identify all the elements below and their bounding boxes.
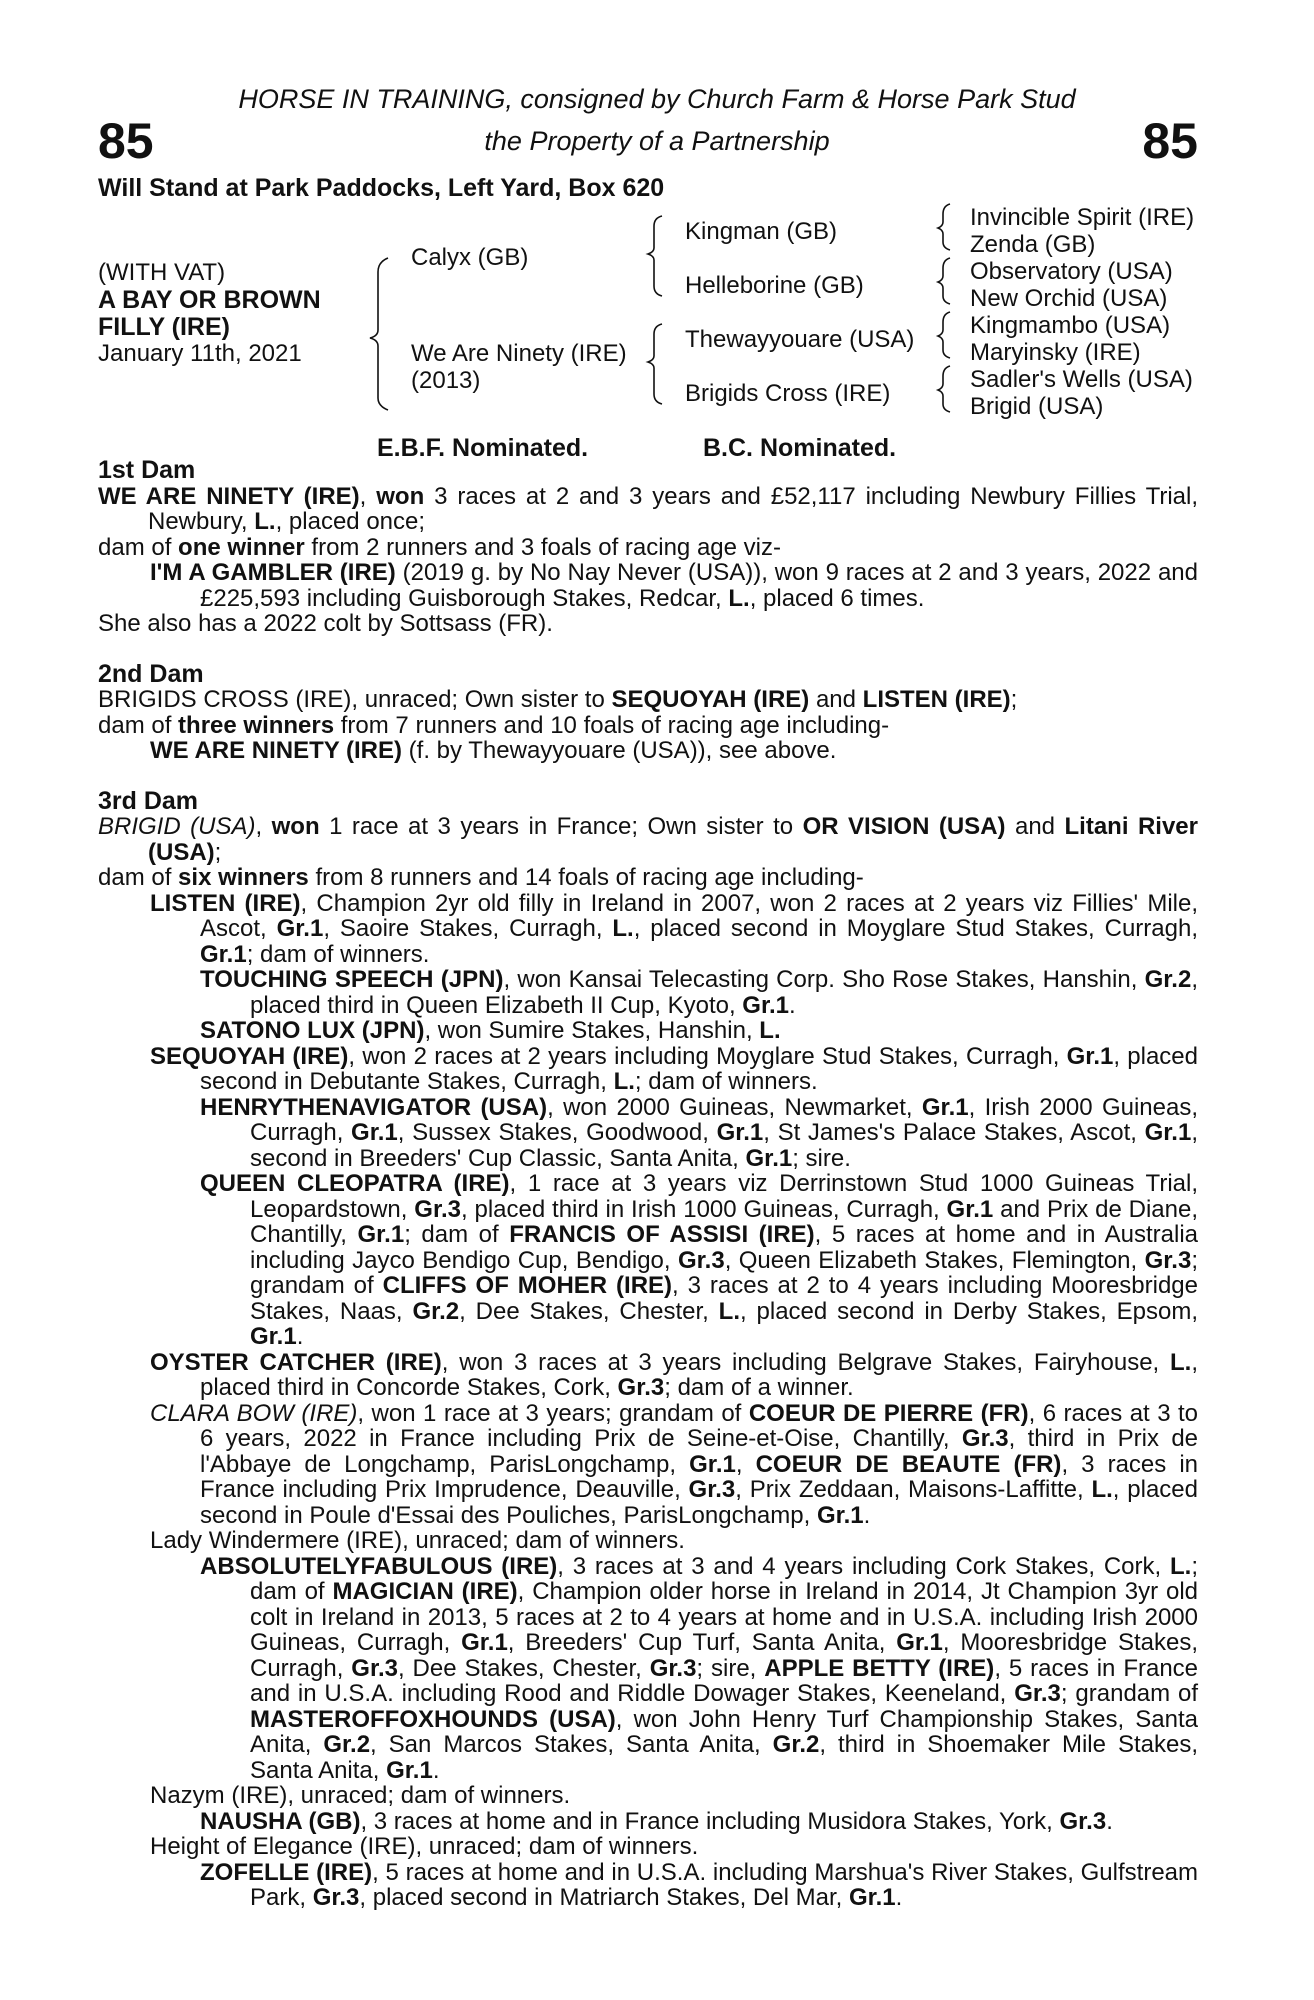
dam-sire: Thewayyouare (USA) (685, 326, 915, 353)
dam: We Are Ninety (IRE) (411, 340, 627, 367)
first-dam-produce: dam of one winner from 2 runners and 3 foals of racing age viz- (98, 533, 781, 561)
dam-dam: Brigids Cross (IRE) (685, 380, 891, 407)
produce-queen-cleopatra: QUEEN CLEOPATRA (IRE), 1 race at 3 years viz Derrinstown Stud 1000 Guineas Trial, Leopardstown, Gr.3, placed third in Irish 1000 Guineas, Curragh, Gr.1 and Prix de Diane, Chantilly, Gr.1; dam of FRANCIS OF ASSISI (IRE), 5 races at home and in Australia including Jayco Bendigo Cup, Bendigo, Gr.3, Queen Elizabeth Stakes, Flemington, Gr.3; grandam of CLIFFS OF MOHER (IRE), 3 races at 2 to 4 years including Mooresbridge Stakes, Naas, Gr.2, Dee Stakes, Chester, L., placed second in Derby Stakes, Epsom, Gr.1. (200, 1170, 1199, 1350)
first-dam-record: WE ARE NINETY (IRE), won 3 races at 2 and 3 years and £52,117 including Newbury Fillies Trial, Newbury, L., placed once; (98, 482, 1199, 535)
third-dam-heading: 3rd Dam (98, 786, 199, 815)
second-dam-heading: 2nd Dam (98, 659, 204, 688)
second-dam-record: BRIGIDS CROSS (IRE), unraced; Own sister to SEQUOYAH (IRE) and LISTEN (IRE); (98, 686, 1018, 713)
produce-absolutelyfabulous: ABSOLUTELYFABULOUS (IRE), 3 races at 3 and 4 years including Cork Stakes, Cork, L.; dam of MAGICIAN (IRE), Champion older horse in Ireland in 2014, Jt Champion 3yr old colt in Ireland in 2013, 5 races at 2 to 4 years at home and in U.S.A. including Irish 2000 Guineas, Curragh, Gr.1, Breeders' Cup Turf, Santa Anita, Gr.1, Mooresbridge Stakes, Curragh, Gr.3, Dee Stakes, Chester, Gr.3; sire, APPLE BETTY (IRE), 5 races in France and in U.S.A. including Rood and Riddle Dowager Stakes, Keeneland, Gr.3; grandam of MASTEROFFOXHOUNDS (USA), won John Henry Turf Championship Stakes, Santa Anita, Gr.2, San Marcos Stakes, Santa Anita, Gr.2, third in Shoemaker Mile Stakes, Santa Anita, Gr.1. (200, 1552, 1199, 1784)
sds: Observatory (USA) (970, 258, 1173, 285)
first-dam-heading: 1st Dam (98, 456, 196, 484)
ddd: Brigid (USA) (970, 393, 1104, 420)
dsd: Maryinsky (IRE) (970, 339, 1141, 366)
sss: Invincible Spirit (IRE) (970, 204, 1195, 231)
produce-nausha: NAUSHA (GB), 3 races at home and in France including Musidora Stakes, York, Gr.3. (200, 1807, 1113, 1835)
third-dam-record: BRIGID (USA), won 1 race at 3 years in France; Own sister to OR VISION (USA) and Litani River (USA); (98, 813, 1198, 866)
produce-clara-bow: CLARA BOW (IRE), won 1 race at 3 years; grandam of COEUR DE PIERRE (FR), 6 races at 3 to 6 years, 2022 in France including Prix de Seine-et-Oise, Chantilly, Gr.3, third in Prix de l'Abbaye de Longchamp, ParisLongchamp, Gr.1, COEUR DE BEAUTE (FR), 3 races in France including Prix Imprudence, Deauville, Gr.3, Prix Zeddaan, Maisons-Laffitte, L., placed second in Poule d'Essai des Pouliches, ParisLongchamp, Gr.1. (150, 1399, 1199, 1529)
brace-ds (938, 312, 950, 358)
produce-we-are-ninety: WE ARE NINETY (IRE) (f. by Thewayyouare (USA)), see above. (150, 737, 837, 764)
brace-sd (938, 258, 950, 304)
second-dam-produce: dam of three winners from 7 runners and 10 foals of racing age including- (98, 711, 890, 739)
produce-im-a-gambler: I'M A GAMBLER (IRE) (2019 g. by No Nay Never (USA)), won 9 races at 2 and 3 years, 2022 and £225,593 including Guisborough Stakes, Redcar, L., placed 6 times. (150, 559, 1198, 612)
horse-description-1: A BAY OR BROWN (98, 286, 321, 314)
produce-nazym: Nazym (IRE), unraced; dam of winners. (150, 1782, 571, 1809)
brace-gen1 (370, 258, 388, 410)
sire-dam: Helleborine (GB) (685, 272, 864, 299)
property-line: the Property of a Partnership (484, 126, 830, 156)
lot-number-left: 85 (98, 113, 154, 169)
produce-height-of-elegance: Height of Elegance (IRE), unraced; dam of winners. (150, 1833, 699, 1860)
brace-dam (648, 324, 662, 404)
stand-location: Will Stand at Park Paddocks, Left Yard, Box 620 (98, 174, 665, 202)
brace-dd (938, 366, 950, 412)
ebf-nomination: E.B.F. Nominated. (377, 434, 589, 462)
dam-year: (2013) (411, 367, 481, 394)
family-notes (98, 458, 1198, 1911)
sire: Calyx (GB) (411, 244, 529, 271)
brace-ss (938, 204, 950, 250)
bc-nomination: B.C. Nominated. (703, 434, 897, 462)
produce-henrythenavigator: HENRYTHENAVIGATOR (USA), won 2000 Guineas, Newmarket, Gr.1, Irish 2000 Guineas, Curragh, Gr.1, Sussex Stakes, Goodwood, Gr.1, St James's Palace Stakes, Ascot, Gr.1, second in Breeders' Cup Classic, Santa Anita, Gr.1; sire. (200, 1093, 1199, 1172)
produce-oyster-catcher: OYSTER CATCHER (IRE), won 3 races at 3 years including Belgrave Stakes, Fairyhouse, L., placed third in Concorde Stakes, Cork, Gr.3; dam of a winner. (150, 1348, 1198, 1401)
third-dam-produce: dam of six winners from 8 runners and 14 foals of racing age including- (98, 864, 864, 891)
produce-zofelle: ZOFELLE (IRE), 5 races at home and in U.S.A. including Marshua's River Stakes, Gulfstream Park, Gr.3, placed second in Matriarch Stakes, Del Mar, Gr.1. (200, 1858, 1199, 1911)
produce-listen: LISTEN (IRE), Champion 2yr old filly in Ireland in 2007, won 2 races at 2 years viz Fillies' Mile, Ascot, Gr.1, Saoire Stakes, Curragh, L., placed second in Moyglare Stud Stakes, Curragh, Gr.1; dam of winners. (150, 889, 1198, 968)
ssd: Zenda (GB) (970, 231, 1096, 258)
foaling-date: January 11th, 2021 (98, 340, 302, 367)
first-dam-note: She also has a 2022 colt by Sottsass (FR). (98, 610, 553, 637)
horse-description-2: FILLY (IRE) (98, 313, 230, 341)
consignor-line: HORSE IN TRAINING, consigned by Church Farm & Horse Park Stud (238, 84, 1076, 114)
sdd: New Orchid (USA) (970, 285, 1168, 312)
dss: Kingmambo (USA) (970, 312, 1171, 339)
dds: Sadler's Wells (USA) (970, 366, 1193, 393)
vat-label: (WITH VAT) (98, 259, 226, 286)
produce-lady-windermere: Lady Windermere (IRE), unraced; dam of winners. (150, 1527, 685, 1554)
sire-sire: Kingman (GB) (685, 218, 838, 245)
produce-satono-lux: SATONO LUX (JPN), won Sumire Stakes, Hanshin, L. (200, 1017, 781, 1044)
produce-touching-speech: TOUCHING SPEECH (JPN), won Kansai Telecasting Corp. Sho Rose Stakes, Hanshin, Gr.2, placed third in Queen Elizabeth II Cup, Kyoto, Gr.1. (200, 966, 1198, 1019)
brace-sire (648, 216, 662, 296)
lot-number-right: 85 (1142, 113, 1198, 169)
produce-sequoyah: SEQUOYAH (IRE), won 2 races at 2 years including Moyglare Stud Stakes, Curragh, Gr.1, placed second in Debutante Stakes, Curragh, L.; dam of winners. (150, 1042, 1199, 1095)
